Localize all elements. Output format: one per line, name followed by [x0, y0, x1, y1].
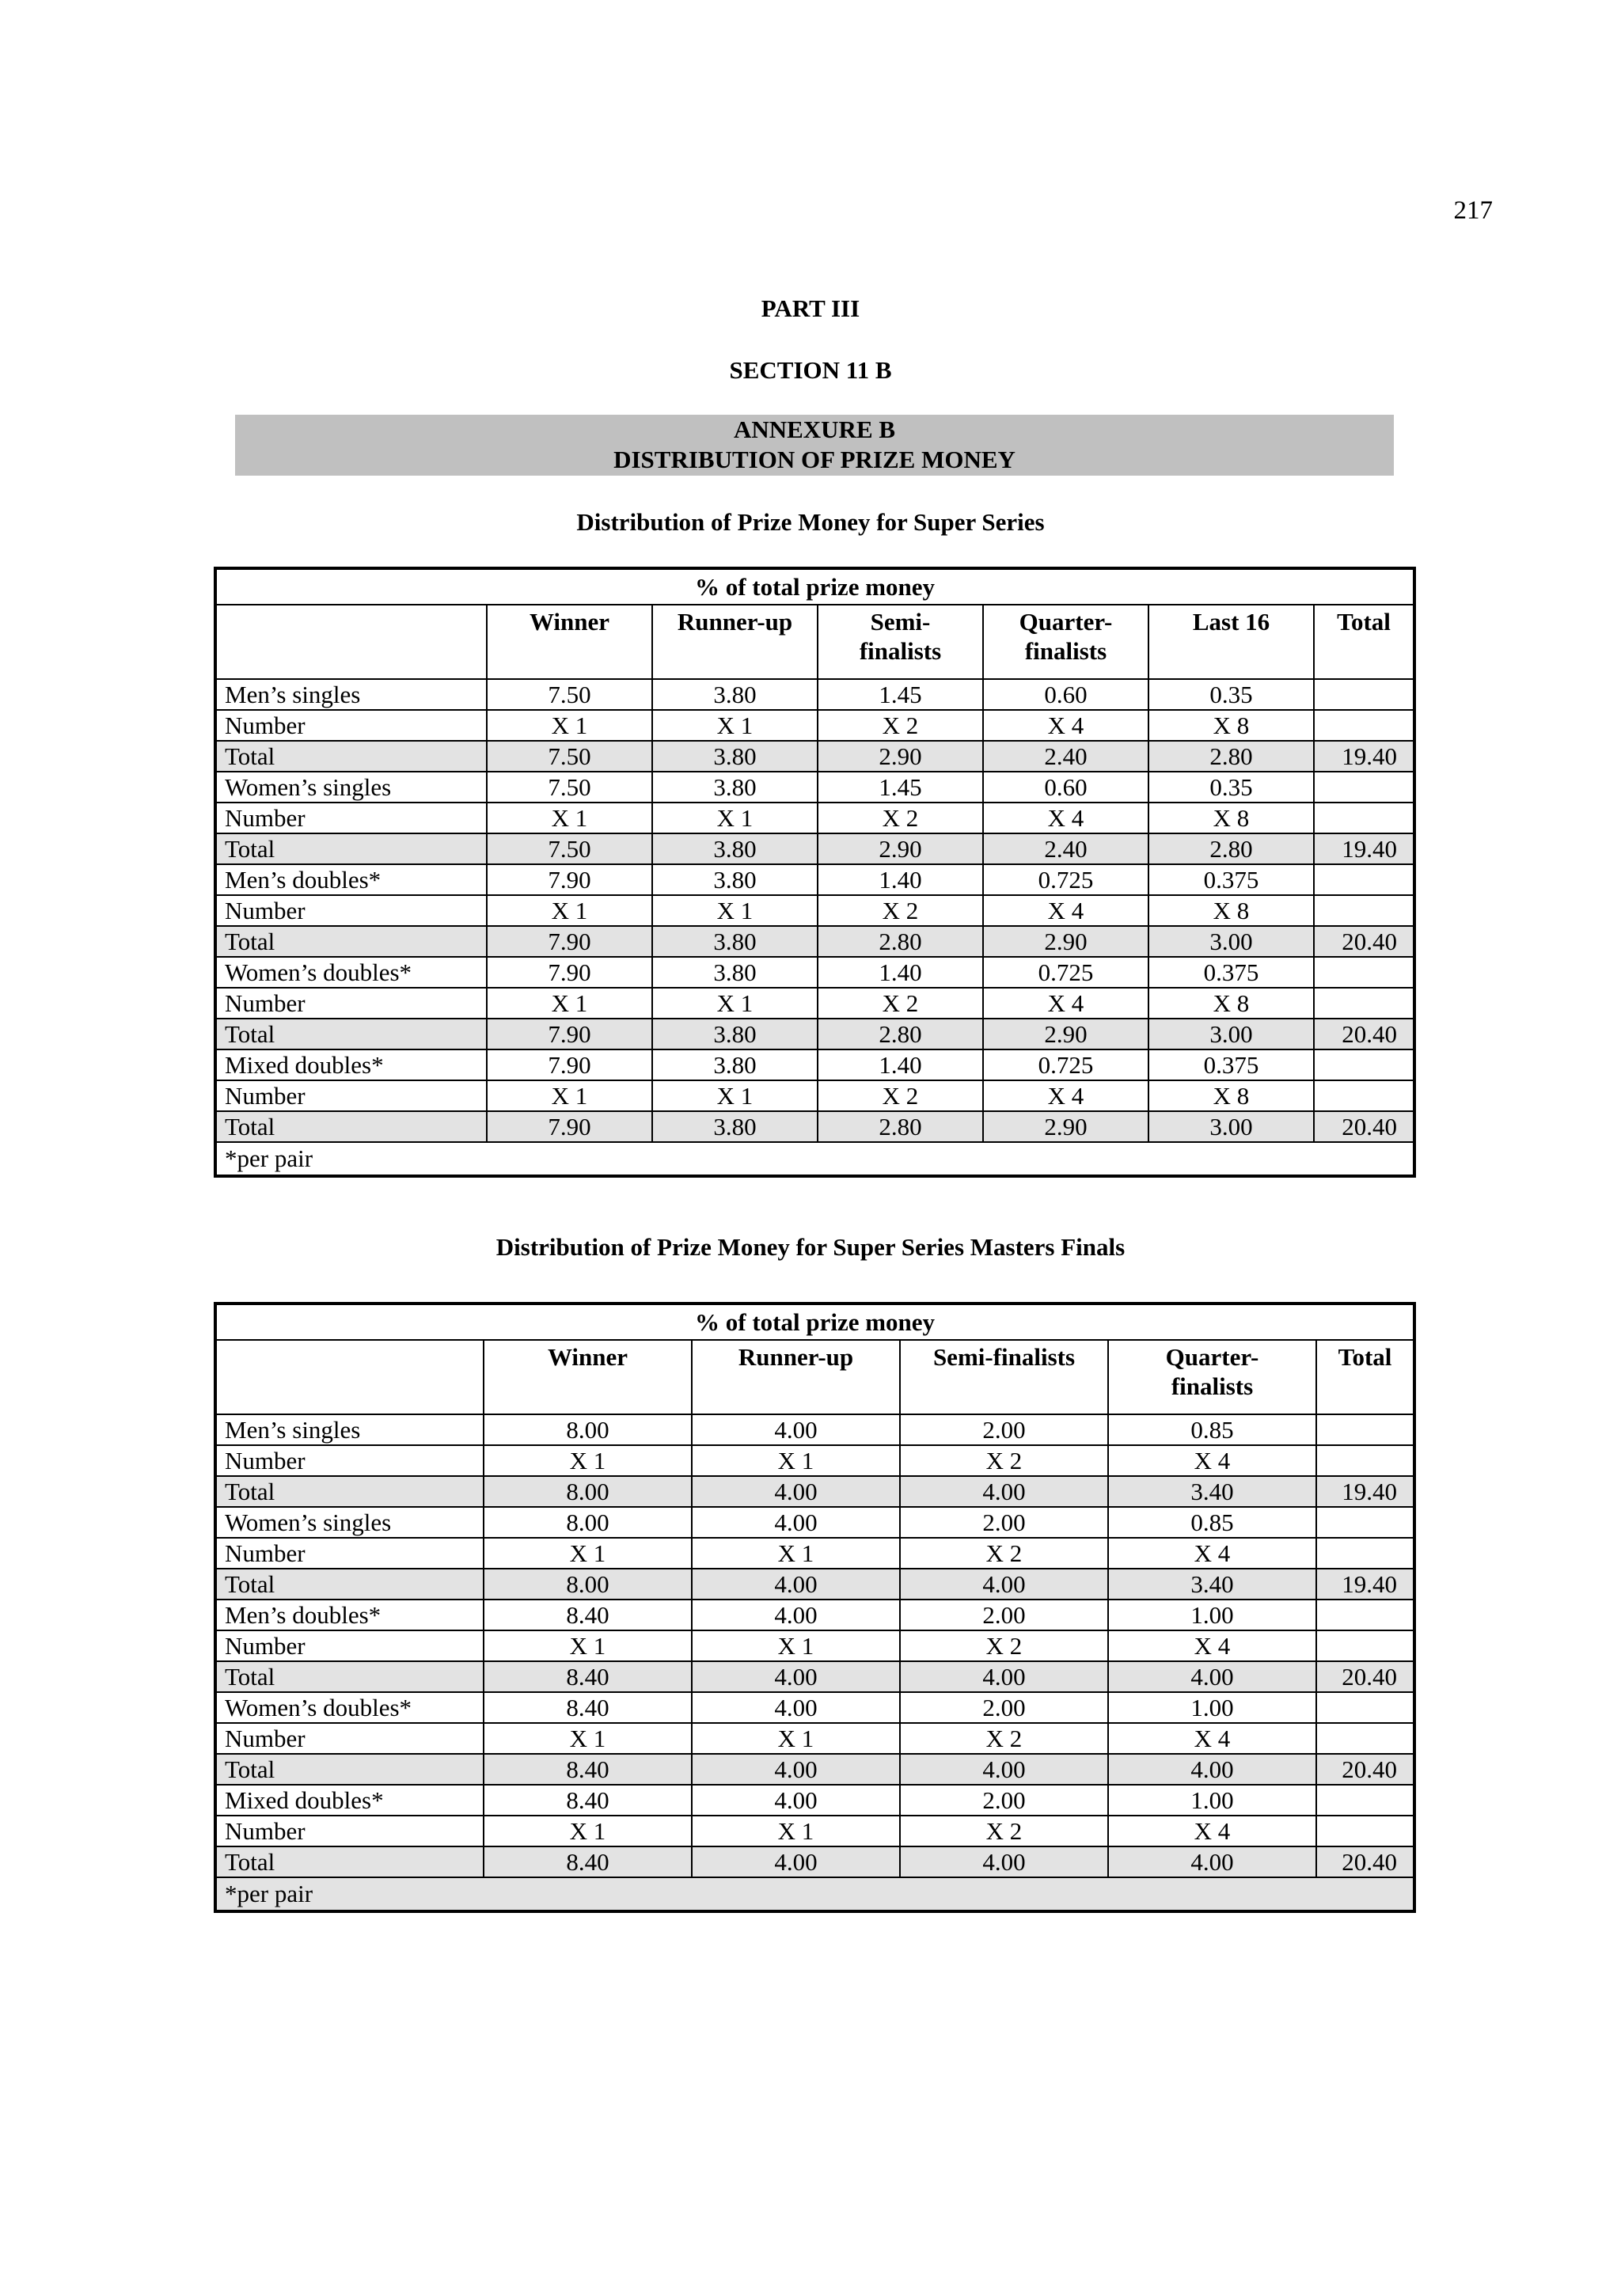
super-header-row [215, 568, 1414, 605]
value-cell: 8.40 [484, 1846, 692, 1877]
value-cell: X 4 [1108, 1538, 1316, 1569]
value-cell: 7.50 [487, 772, 652, 803]
table-row [215, 710, 1414, 741]
value-cell: 4.00 [692, 1846, 900, 1877]
value-cell: 0.85 [1108, 1414, 1316, 1445]
value-cell: 1.00 [1108, 1600, 1316, 1630]
row-label: Total [215, 926, 487, 957]
row-label: Number [215, 1723, 484, 1754]
value-cell: X 8 [1148, 803, 1314, 833]
value-cell: X 4 [983, 710, 1148, 741]
value-cell: 2.90 [983, 1019, 1148, 1049]
table-row [215, 895, 1414, 926]
value-cell: 3.80 [652, 1111, 818, 1142]
value-cell: X 1 [652, 803, 818, 833]
table-row [215, 1630, 1414, 1661]
value-cell: 4.00 [692, 1507, 900, 1538]
value-cell: X 2 [900, 1723, 1108, 1754]
total-cell: 19.40 [1316, 1569, 1414, 1600]
row-label: Number [215, 1538, 484, 1569]
value-cell: X 2 [818, 710, 983, 741]
row-label: Men’s singles [215, 679, 487, 710]
total-cell [1314, 895, 1414, 926]
value-cell: 3.80 [652, 1019, 818, 1049]
value-cell: X 1 [484, 1445, 692, 1476]
table-row [215, 1476, 1414, 1507]
row-label: Number [215, 710, 487, 741]
row-label: Total [215, 741, 487, 772]
value-cell: X 1 [692, 1816, 900, 1846]
row-label: Women’s singles [215, 772, 487, 803]
value-cell: X 2 [900, 1538, 1108, 1569]
value-cell: X 2 [900, 1630, 1108, 1661]
row-label: Total [215, 833, 487, 864]
value-cell: 0.85 [1108, 1507, 1316, 1538]
row-label: Total [215, 1476, 484, 1507]
value-cell: X 1 [692, 1538, 900, 1569]
row-label: Total [215, 1569, 484, 1600]
annexure-banner [235, 415, 1394, 476]
value-cell: 2.80 [818, 1019, 983, 1049]
value-cell: 4.00 [1108, 1846, 1316, 1877]
value-cell: 0.60 [983, 772, 1148, 803]
value-cell: 2.90 [983, 1111, 1148, 1142]
table-row [215, 1692, 1414, 1723]
table-row [215, 1080, 1414, 1111]
table-row [215, 1569, 1414, 1600]
value-cell: 7.90 [487, 957, 652, 988]
total-cell: 19.40 [1314, 741, 1414, 772]
value-cell: X 4 [1108, 1723, 1316, 1754]
header-blank [215, 605, 487, 679]
value-cell: 0.375 [1148, 1049, 1314, 1080]
table-row [215, 1661, 1414, 1692]
value-cell: 8.40 [484, 1600, 692, 1630]
value-cell: 2.00 [900, 1692, 1108, 1723]
table-row [215, 1507, 1414, 1538]
row-label: Women’s singles [215, 1507, 484, 1538]
total-cell [1314, 957, 1414, 988]
column-header-row [215, 605, 1414, 679]
value-cell: 4.00 [900, 1754, 1108, 1785]
page-number: 217 [1453, 196, 1493, 225]
value-cell: 7.50 [487, 741, 652, 772]
value-cell: X 2 [818, 988, 983, 1019]
value-cell: 3.80 [652, 926, 818, 957]
value-cell: 3.40 [1108, 1476, 1316, 1507]
total-cell [1316, 1630, 1414, 1661]
total-cell: 20.40 [1316, 1754, 1414, 1785]
value-cell: X 4 [983, 803, 1148, 833]
row-label: Men’s doubles* [215, 864, 487, 895]
footnote-row [215, 1877, 1414, 1911]
value-cell: 4.00 [692, 1476, 900, 1507]
value-cell: X 1 [484, 1723, 692, 1754]
table-row [215, 1111, 1414, 1142]
value-cell: 7.90 [487, 1019, 652, 1049]
annexure-subtitle: DISTRIBUTION OF PRIZE MONEY [613, 446, 1015, 473]
row-label: Total [215, 1846, 484, 1877]
table-row [215, 926, 1414, 957]
total-cell [1316, 1785, 1414, 1816]
super-series-prize-table [214, 567, 1416, 1178]
value-cell: 3.00 [1148, 926, 1314, 957]
value-cell: 2.40 [983, 833, 1148, 864]
total-cell: 20.40 [1316, 1846, 1414, 1877]
value-cell: X 4 [983, 895, 1148, 926]
value-cell: 1.00 [1108, 1785, 1316, 1816]
value-cell: 4.00 [692, 1600, 900, 1630]
value-cell: 3.40 [1108, 1569, 1316, 1600]
value-cell: 2.90 [983, 926, 1148, 957]
value-cell: 1.40 [818, 1049, 983, 1080]
value-cell: 3.80 [652, 772, 818, 803]
value-cell: 7.90 [487, 1049, 652, 1080]
value-cell: 3.80 [652, 957, 818, 988]
value-cell: X 8 [1148, 988, 1314, 1019]
footnote: *per pair [215, 1142, 1414, 1176]
column-header-total: Total [1316, 1340, 1414, 1414]
table-row [215, 1019, 1414, 1049]
table-row [215, 833, 1414, 864]
annexure-title: ANNEXURE B [733, 416, 896, 443]
table2-body [215, 1304, 1414, 1911]
value-cell: X 2 [900, 1816, 1108, 1846]
value-cell: X 1 [692, 1723, 900, 1754]
value-cell: 0.35 [1148, 679, 1314, 710]
table2-title: Distribution of Prize Money for Super Series Masters Finals [495, 1233, 1126, 1261]
value-cell: 0.35 [1148, 772, 1314, 803]
total-cell [1314, 1049, 1414, 1080]
value-cell: X 1 [487, 895, 652, 926]
table-row [215, 1538, 1414, 1569]
value-cell: X 1 [484, 1630, 692, 1661]
value-cell: 8.00 [484, 1569, 692, 1600]
row-label: Total [215, 1661, 484, 1692]
value-cell: 4.00 [900, 1569, 1108, 1600]
table-row [215, 1846, 1414, 1877]
value-cell: X 1 [652, 988, 818, 1019]
value-cell: 2.00 [900, 1414, 1108, 1445]
total-cell [1314, 1080, 1414, 1111]
footnote-row [215, 1142, 1414, 1176]
value-cell: X 1 [487, 803, 652, 833]
table-row [215, 988, 1414, 1019]
row-label: Mixed doubles* [215, 1049, 487, 1080]
value-cell: X 1 [652, 710, 818, 741]
row-label: Men’s singles [215, 1414, 484, 1445]
column-header-total: Total [1314, 605, 1414, 679]
column-header-winner: Winner [484, 1340, 692, 1414]
value-cell: 8.00 [484, 1476, 692, 1507]
row-label: Total [215, 1019, 487, 1049]
total-cell [1314, 772, 1414, 803]
column-header-last-16: Last 16 [1148, 605, 1314, 679]
value-cell: 2.00 [900, 1507, 1108, 1538]
total-cell: 20.40 [1314, 1019, 1414, 1049]
value-cell: 1.45 [818, 772, 983, 803]
row-label: Number [215, 1816, 484, 1846]
table-row [215, 1816, 1414, 1846]
row-label: Number [215, 988, 487, 1019]
value-cell: 8.00 [484, 1414, 692, 1445]
value-cell: X 4 [983, 988, 1148, 1019]
value-cell: X 1 [692, 1630, 900, 1661]
value-cell: 2.80 [1148, 741, 1314, 772]
value-cell: X 1 [484, 1816, 692, 1846]
value-cell: 3.80 [652, 679, 818, 710]
value-cell: 7.50 [487, 679, 652, 710]
super-header: % of total prize money [215, 568, 1414, 605]
value-cell: 3.00 [1148, 1111, 1314, 1142]
value-cell: X 4 [1108, 1816, 1316, 1846]
total-cell: 19.40 [1316, 1476, 1414, 1507]
total-cell [1316, 1445, 1414, 1476]
value-cell: 2.00 [900, 1785, 1108, 1816]
total-cell [1316, 1816, 1414, 1846]
row-label: Women’s doubles* [215, 957, 487, 988]
row-label: Number [215, 895, 487, 926]
value-cell: X 4 [983, 1080, 1148, 1111]
part-heading: PART III [761, 294, 860, 322]
total-cell [1316, 1414, 1414, 1445]
value-cell: 4.00 [900, 1476, 1108, 1507]
column-header-semi-finalists: Semi-finalists [900, 1340, 1108, 1414]
value-cell: 3.80 [652, 1049, 818, 1080]
row-label: Women’s doubles* [215, 1692, 484, 1723]
super-header-row [215, 1304, 1414, 1340]
table-row [215, 1723, 1414, 1754]
total-cell [1316, 1600, 1414, 1630]
value-cell: X 1 [484, 1538, 692, 1569]
super-header: % of total prize money [215, 1304, 1414, 1340]
value-cell: 2.80 [1148, 833, 1314, 864]
value-cell: X 8 [1148, 1080, 1314, 1111]
column-header-row [215, 1340, 1414, 1414]
value-cell: 4.00 [900, 1846, 1108, 1877]
value-cell: 7.50 [487, 833, 652, 864]
column-header-quarter-finalists: Quarter- finalists [983, 605, 1148, 679]
table-row [215, 741, 1414, 772]
table-row [215, 1445, 1414, 1476]
value-cell: X 1 [652, 1080, 818, 1111]
table-row [215, 1754, 1414, 1785]
value-cell: 1.45 [818, 679, 983, 710]
value-cell: 1.00 [1108, 1692, 1316, 1723]
value-cell: X 1 [652, 895, 818, 926]
table-row [215, 803, 1414, 833]
total-cell: 20.40 [1314, 1111, 1414, 1142]
value-cell: X 2 [818, 803, 983, 833]
masters-finals-prize-table [214, 1302, 1416, 1913]
section-heading: SECTION 11 B [729, 356, 892, 384]
table1-body [215, 568, 1414, 1176]
table1-title: Distribution of Prize Money for Super Series [576, 508, 1045, 536]
value-cell: 3.80 [652, 833, 818, 864]
value-cell: X 1 [487, 710, 652, 741]
value-cell: 8.00 [484, 1507, 692, 1538]
value-cell: 4.00 [1108, 1754, 1316, 1785]
table-row [215, 1414, 1414, 1445]
table-row [215, 864, 1414, 895]
value-cell: 0.375 [1148, 864, 1314, 895]
total-cell: 20.40 [1314, 926, 1414, 957]
value-cell: X 1 [487, 1080, 652, 1111]
value-cell: 4.00 [692, 1414, 900, 1445]
value-cell: 4.00 [692, 1692, 900, 1723]
row-label: Number [215, 803, 487, 833]
value-cell: X 2 [818, 1080, 983, 1111]
value-cell: 4.00 [1108, 1661, 1316, 1692]
value-cell: 2.40 [983, 741, 1148, 772]
value-cell: 3.80 [652, 741, 818, 772]
value-cell: X 8 [1148, 710, 1314, 741]
header-blank [215, 1340, 484, 1414]
value-cell: 2.90 [818, 741, 983, 772]
column-header-runner-up: Runner-up [652, 605, 818, 679]
table-row [215, 957, 1414, 988]
column-header-quarter-finalists: Quarter- finalists [1108, 1340, 1316, 1414]
value-cell: 1.40 [818, 864, 983, 895]
total-cell [1316, 1692, 1414, 1723]
total-cell [1314, 988, 1414, 1019]
total-cell [1314, 803, 1414, 833]
value-cell: 7.90 [487, 864, 652, 895]
value-cell: X 8 [1148, 895, 1314, 926]
row-label: Number [215, 1630, 484, 1661]
value-cell: X 4 [1108, 1445, 1316, 1476]
total-cell [1314, 710, 1414, 741]
value-cell: 0.725 [983, 957, 1148, 988]
total-cell [1316, 1538, 1414, 1569]
table-row [215, 1785, 1414, 1816]
value-cell: 4.00 [692, 1661, 900, 1692]
table-row [215, 1049, 1414, 1080]
value-cell: 2.80 [818, 926, 983, 957]
value-cell: 0.725 [983, 1049, 1148, 1080]
total-cell [1314, 679, 1414, 710]
row-label: Number [215, 1080, 487, 1111]
total-cell: 19.40 [1314, 833, 1414, 864]
value-cell: 8.40 [484, 1785, 692, 1816]
value-cell: 4.00 [692, 1569, 900, 1600]
value-cell: X 1 [692, 1445, 900, 1476]
value-cell: 4.00 [692, 1785, 900, 1816]
row-label: Men’s doubles* [215, 1600, 484, 1630]
value-cell: X 2 [818, 895, 983, 926]
value-cell: 3.80 [652, 864, 818, 895]
value-cell: 0.725 [983, 864, 1148, 895]
value-cell: 4.00 [900, 1661, 1108, 1692]
table-row [215, 1600, 1414, 1630]
value-cell: 4.00 [692, 1754, 900, 1785]
value-cell: X 4 [1108, 1630, 1316, 1661]
footnote: *per pair [215, 1877, 1414, 1911]
value-cell: 8.40 [484, 1661, 692, 1692]
table-row [215, 679, 1414, 710]
value-cell: 2.90 [818, 833, 983, 864]
total-cell [1314, 864, 1414, 895]
value-cell: X 2 [900, 1445, 1108, 1476]
value-cell: 8.40 [484, 1754, 692, 1785]
value-cell: 2.00 [900, 1600, 1108, 1630]
value-cell: 2.80 [818, 1111, 983, 1142]
value-cell: 7.90 [487, 926, 652, 957]
value-cell: 1.40 [818, 957, 983, 988]
value-cell: 0.375 [1148, 957, 1314, 988]
column-header-winner: Winner [487, 605, 652, 679]
total-cell [1316, 1507, 1414, 1538]
value-cell: 3.00 [1148, 1019, 1314, 1049]
row-label: Mixed doubles* [215, 1785, 484, 1816]
value-cell: 7.90 [487, 1111, 652, 1142]
value-cell: X 1 [487, 988, 652, 1019]
row-label: Number [215, 1445, 484, 1476]
row-label: Total [215, 1754, 484, 1785]
row-label: Total [215, 1111, 487, 1142]
total-cell [1316, 1723, 1414, 1754]
total-cell: 20.40 [1316, 1661, 1414, 1692]
column-header-semi-finalists: Semi- finalists [818, 605, 983, 679]
value-cell: 8.40 [484, 1692, 692, 1723]
value-cell: 0.60 [983, 679, 1148, 710]
column-header-runner-up: Runner-up [692, 1340, 900, 1414]
table-row [215, 772, 1414, 803]
